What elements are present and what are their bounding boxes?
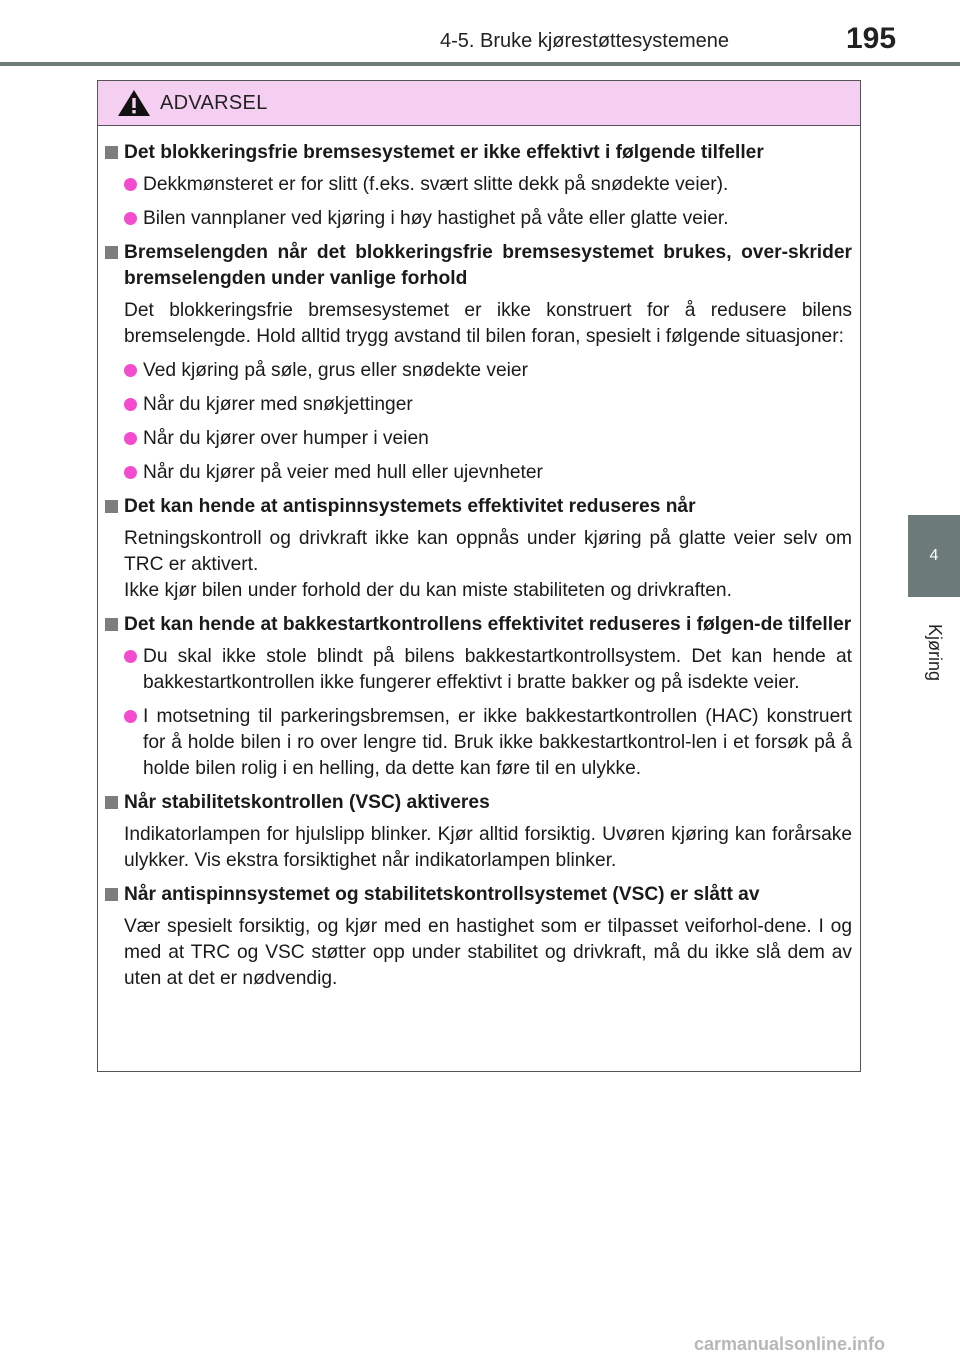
section-heading-text: Det kan hende at antispinnsystemets effektivitet reduseres når xyxy=(124,496,696,517)
section-paragraph xyxy=(124,526,852,604)
list-item xyxy=(124,358,852,384)
bullet-dot-icon xyxy=(124,466,137,479)
list-item-text: Når du kjører over humper i veien xyxy=(143,428,429,449)
warning-header xyxy=(98,81,860,126)
bullet-dot-icon xyxy=(124,178,137,191)
square-bullet-icon xyxy=(105,246,118,259)
warning-title: ADVARSEL xyxy=(160,91,268,114)
list-item-text: I motsetning til parkeringsbremsen, er ikke bakkestartkontrollen (HAC) konstruert for å holde bilen i ro over lengre tid. Bruk ikke bakkestartkontrol-len i et forsøk på å holde bilen rolig i en helling, da dette kan føre til en ulykke. xyxy=(143,706,852,779)
section-heading xyxy=(104,140,852,166)
list-item-text: Ved kjøring på søle, grus eller snødekte veier xyxy=(143,360,528,381)
section-heading xyxy=(104,494,852,520)
list-item xyxy=(124,704,852,782)
watermark: carmanualsonline.info xyxy=(694,1334,886,1354)
bullet-dot-icon xyxy=(124,710,137,723)
warning-body xyxy=(98,126,860,992)
list-item xyxy=(124,392,852,418)
list-item xyxy=(124,460,852,486)
list-item-text: Når du kjører med snøkjettinger xyxy=(143,394,413,415)
section-heading-text: Det blokkeringsfrie bremsesystemet er ikke effektivt i følgende tilfeller xyxy=(124,142,764,163)
section-paragraph xyxy=(124,822,852,874)
list-item-text: Når du kjører på veier med hull eller ujevnheter xyxy=(143,462,543,483)
list-item xyxy=(124,426,852,452)
paragraph-line: Ikke kjør bilen under forhold der du kan miste stabiliteten og drivkraften. xyxy=(124,580,732,601)
square-bullet-icon xyxy=(105,500,118,513)
bullet-dot-icon xyxy=(124,212,137,225)
section-heading-text: Bremselengden når det blokkeringsfrie bremsesystemet brukes, over-skrider bremselengden under vanlige forhold xyxy=(124,242,852,289)
warning-triangle-icon xyxy=(116,88,152,118)
paragraph-line: Vær spesielt forsiktig, og kjør med en hastighet som er tilpasset veiforhol-dene. I og med at TRC og VSC støtter opp under stabilitet og drivkraft, må du ikke slå dem av uten at det er nødvendig. xyxy=(124,916,852,989)
list-item xyxy=(124,206,852,232)
section-heading-text: Når antispinnsystemet og stabilitetskontrollsystemet (VSC) er slått av xyxy=(124,884,760,905)
list-item-text: Dekkmønsteret er for slitt (f.eks. svært slitte dekk på snødekte veier). xyxy=(143,174,729,195)
paragraph-line: Retningskontroll og drivkraft ikke kan oppnås under kjøring på glatte veier selv om TRC er aktivert. xyxy=(124,528,852,575)
list-item xyxy=(124,644,852,696)
bullet-dot-icon xyxy=(124,432,137,445)
section-heading-text: Når stabilitetskontrollen (VSC) aktiveres xyxy=(124,792,490,813)
section-heading xyxy=(104,612,852,638)
section-heading xyxy=(104,240,852,292)
paragraph-line: Det blokkeringsfrie bremsesystemet er ikke konstruert for å redusere bilens bremselengde. Hold alltid trygg avstand til bilen foran, spesielt i følgende situasjoner: xyxy=(124,300,852,347)
paragraph-line: Indikatorlampen for hjulslipp blinker. Kjør alltid forsiktig. Uvøren kjøring kan forårsake ulykker. Vis ekstra forsiktighet når indikatorlampen blinker. xyxy=(124,824,852,871)
square-bullet-icon xyxy=(105,618,118,631)
bullet-dot-icon xyxy=(124,650,137,663)
bullet-dot-icon xyxy=(124,364,137,377)
header-divider xyxy=(0,62,960,66)
chapter-tab[interactable] xyxy=(908,515,960,597)
section-heading xyxy=(104,882,852,908)
square-bullet-icon xyxy=(105,146,118,159)
page-number: 195 xyxy=(846,22,897,55)
warning-box xyxy=(97,80,861,1072)
chapter-label xyxy=(908,597,960,707)
chapter-number: 4 xyxy=(929,547,939,564)
section-paragraph xyxy=(124,298,852,350)
list-item-text: Bilen vannplaner ved kjøring i høy hastighet på våte eller glatte veier. xyxy=(143,208,729,229)
section-heading-text: Det kan hende at bakkestartkontrollens effektivitet reduseres i følgen-de tilfeller xyxy=(124,614,852,635)
list-item xyxy=(124,172,852,198)
square-bullet-icon xyxy=(105,796,118,809)
section-paragraph xyxy=(124,914,852,992)
section-heading xyxy=(104,790,852,816)
chapter-label-text: Kjøring xyxy=(924,623,945,681)
section-title: 4-5. Bruke kjørestøttesystemene xyxy=(440,30,729,52)
square-bullet-icon xyxy=(105,888,118,901)
bullet-dot-icon xyxy=(124,398,137,411)
list-item-text: Du skal ikke stole blindt på bilens bakkestartkontrollsystem. Det kan hende at bakkestartkontrollen ikke fungerer effektivt i bratte bakker og på isdekte veier. xyxy=(143,646,852,693)
